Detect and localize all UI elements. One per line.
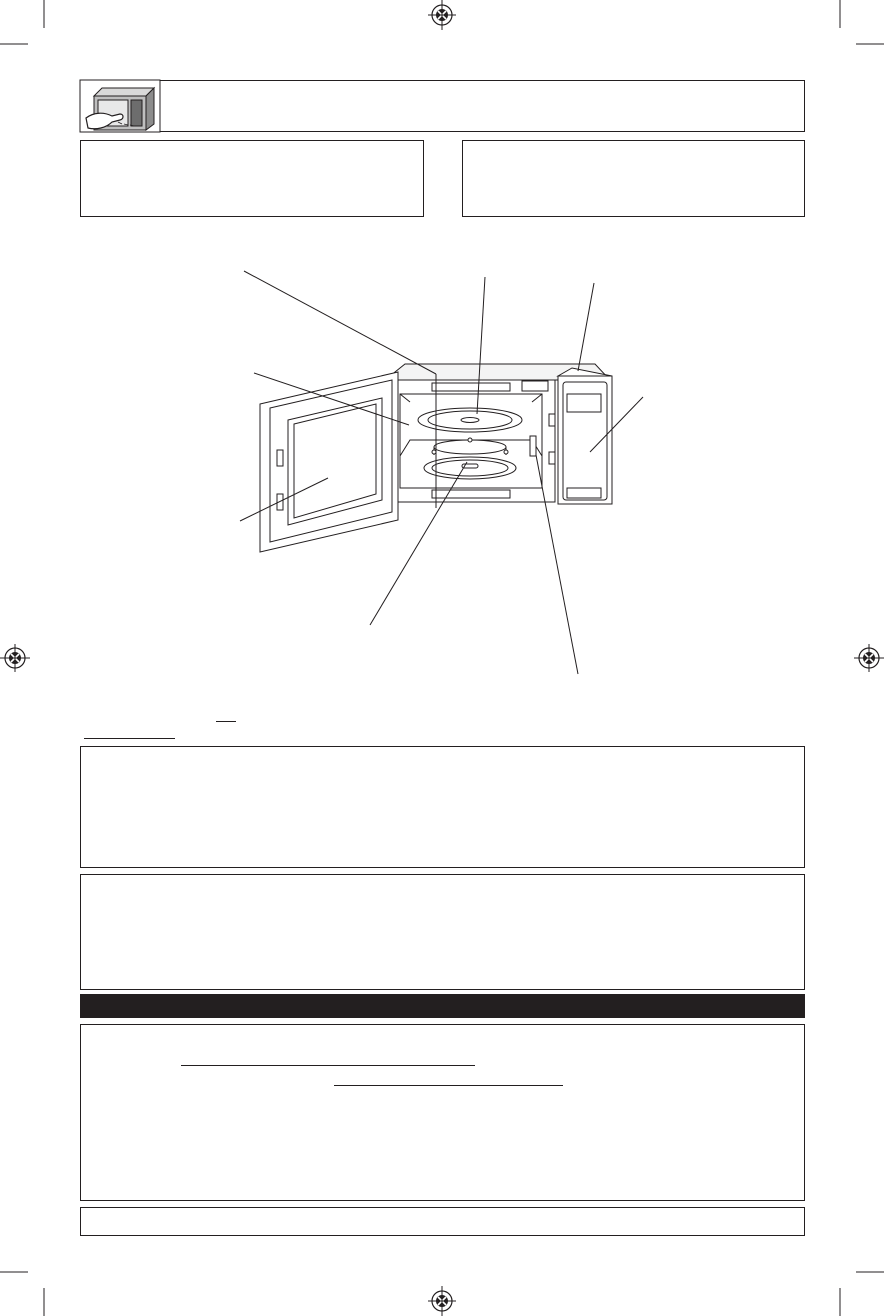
content-box-3 xyxy=(80,1024,805,1201)
content-underline-1 xyxy=(181,1065,475,1066)
content-underline-2 xyxy=(334,1085,563,1086)
content-box-2 xyxy=(80,874,805,990)
content-box-1 xyxy=(80,746,805,868)
footer-box xyxy=(80,1207,805,1236)
heading-underline xyxy=(84,738,175,739)
short-underline xyxy=(216,721,236,722)
section-heading-bar xyxy=(80,994,805,1018)
